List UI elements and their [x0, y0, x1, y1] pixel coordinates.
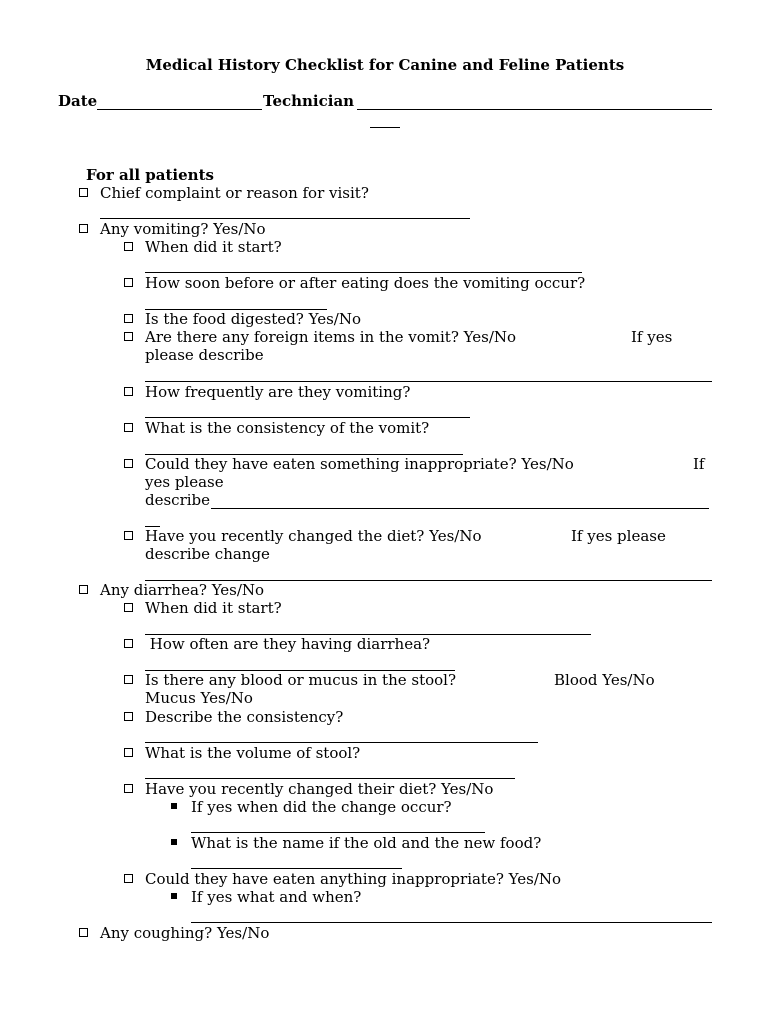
checkbox-icon [124, 332, 133, 341]
checkbox-stool-consistency[interactable] [124, 708, 133, 726]
technician-label: Technician [263, 92, 355, 110]
checkbox-diarrhea-diet-change[interactable] [124, 780, 133, 798]
checkbox-vomit-frequency[interactable] [124, 383, 133, 401]
food-names-answer-line[interactable] [191, 868, 402, 869]
checkbox-icon [124, 784, 133, 793]
food-names-label: What is the name if the old and the new food? [191, 834, 542, 852]
stool-volume-label: What is the volume of stool? [145, 744, 361, 762]
foreign-items-label: Are there any foreign items in the vomit? Yes/No [145, 328, 517, 346]
checkbox-icon [124, 278, 133, 287]
checkbox-icon [124, 603, 133, 612]
date-field[interactable] [97, 109, 262, 110]
vomiting-label: Any vomiting? Yes/No [100, 220, 266, 238]
food-digested-label: Is the food digested? Yes/No [145, 310, 361, 328]
chief-complaint-label: Chief complaint or reason for visit? [100, 184, 369, 202]
what-and-when-label: If yes what and when? [191, 888, 362, 906]
technician-field-continuation [370, 127, 400, 128]
checkbox-icon [124, 712, 133, 721]
bullet-food-names [171, 834, 177, 852]
stool-consistency-answer-line[interactable] [145, 742, 538, 743]
diarrhea-diet-change-label: Have you recently changed their diet? Yes/No [145, 780, 494, 798]
diarrhea-inappropriate-label: Could they have eaten anything inappropriate? Yes/No [145, 870, 562, 888]
diarrhea-start-label: When did it start? [145, 599, 282, 617]
blood-mucus-label: Is there any blood or mucus in the stool? [145, 671, 457, 689]
diet-change-if-yes: If yes please [571, 527, 666, 545]
checkbox-food-digested[interactable] [124, 310, 133, 328]
checkbox-icon [124, 531, 133, 540]
checkbox-icon [124, 639, 133, 648]
checkbox-blood-mucus[interactable] [124, 671, 133, 689]
checkbox-icon [79, 188, 88, 197]
page-title: Medical History Checklist for Canine and Feline Patients [145, 56, 625, 74]
vomit-start-answer-line[interactable] [145, 272, 582, 273]
foreign-items-describe: please describe [145, 346, 264, 364]
checkbox-chief-complaint[interactable] [79, 184, 88, 202]
date-label: Date [58, 92, 98, 110]
vomit-frequency-answer-line[interactable] [145, 417, 470, 418]
checkbox-icon [79, 928, 88, 937]
foreign-items-if-yes: If yes [631, 328, 673, 346]
section-heading-all-patients: For all patients [86, 166, 214, 184]
checkbox-icon [124, 242, 133, 251]
bullet-what-and-when [171, 888, 177, 906]
vomit-frequency-label: How frequently are they vomiting? [145, 383, 411, 401]
checkbox-foreign-items[interactable] [124, 328, 133, 346]
diet-change-label: Have you recently changed the diet? Yes/No [145, 527, 482, 545]
vomit-inappropriate-describe: describe [145, 491, 211, 509]
checkbox-icon [124, 874, 133, 883]
checkbox-diarrhea-frequency[interactable] [124, 635, 133, 653]
diet-change-when-label: If yes when did the change occur? [191, 798, 452, 816]
checkbox-stool-volume[interactable] [124, 744, 133, 762]
blood-yes-no: Blood Yes/No [554, 671, 655, 689]
coughing-label: Any coughing? Yes/No [100, 924, 270, 942]
checkbox-coughing[interactable] [79, 924, 88, 942]
bullet-icon [171, 893, 177, 899]
checkbox-diarrhea[interactable] [79, 581, 88, 599]
vomit-consistency-label: What is the consistency of the vomit? [145, 419, 430, 437]
bullet-diet-change-when [171, 798, 177, 816]
stool-consistency-label: Describe the consistency? [145, 708, 344, 726]
foreign-items-answer-line[interactable] [145, 381, 712, 382]
checkbox-icon [124, 423, 133, 432]
checkbox-vomit-inappropriate[interactable] [124, 455, 133, 473]
vomit-inappropriate-label: Could they have eaten something inappropriate? Yes/No [145, 455, 574, 473]
vomit-start-label: When did it start? [145, 238, 282, 256]
stool-volume-answer-line[interactable] [145, 778, 515, 779]
diarrhea-frequency-label: How often are they having diarrhea? [145, 635, 431, 653]
technician-field[interactable] [357, 109, 712, 110]
checkbox-icon [79, 224, 88, 233]
checkbox-icon [124, 314, 133, 323]
chief-complaint-answer-line[interactable] [100, 218, 470, 219]
checkbox-vomiting[interactable] [79, 220, 88, 238]
vomit-inappropriate-answer-line[interactable] [211, 508, 709, 509]
diet-change-describe: describe change [145, 545, 270, 563]
diarrhea-label: Any diarrhea? Yes/No [100, 581, 265, 599]
bullet-icon [171, 803, 177, 809]
checkbox-diarrhea-inappropriate[interactable] [124, 870, 133, 888]
checkbox-icon [124, 387, 133, 396]
checkbox-diet-change[interactable] [124, 527, 133, 545]
checkbox-vomit-consistency[interactable] [124, 419, 133, 437]
mucus-yes-no: Mucus Yes/No [145, 689, 253, 707]
checkbox-vomit-start[interactable] [124, 238, 133, 256]
vomit-inappropriate-yes-please: yes please [145, 473, 224, 491]
checkbox-icon [124, 748, 133, 757]
vomit-timing-label: How soon before or after eating does the vomiting occur? [145, 274, 586, 292]
diet-change-when-answer-line[interactable] [191, 832, 485, 833]
checkbox-icon [124, 459, 133, 468]
checkbox-icon [124, 675, 133, 684]
checkbox-icon [79, 585, 88, 594]
vomit-inappropriate-if: If [693, 455, 705, 473]
checkbox-vomit-timing[interactable] [124, 274, 133, 292]
what-and-when-answer-line[interactable] [191, 922, 712, 923]
checkbox-diarrhea-start[interactable] [124, 599, 133, 617]
bullet-icon [171, 839, 177, 845]
